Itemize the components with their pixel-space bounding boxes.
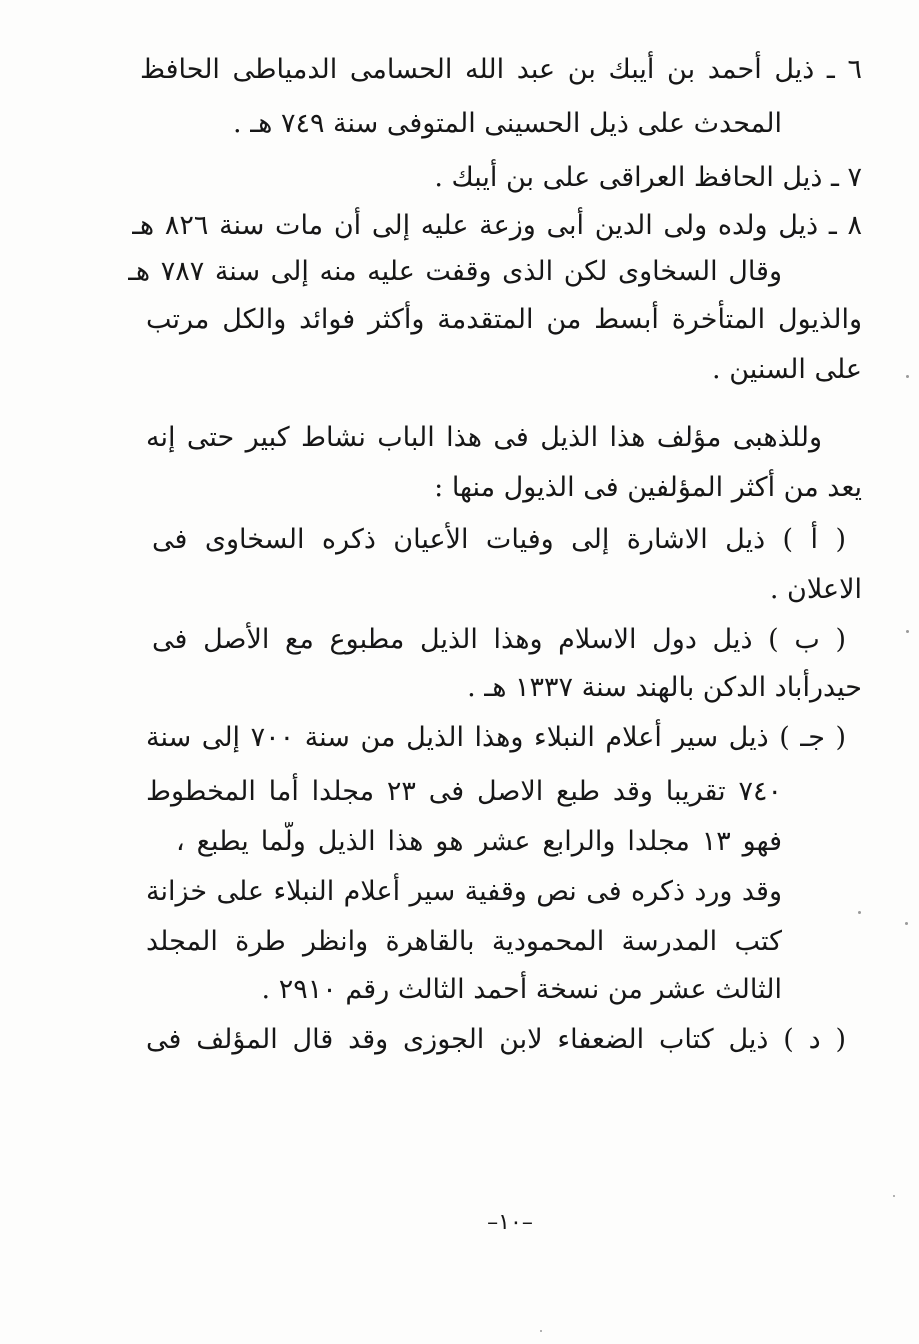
- text-line-13: حيدرأباد الدكن بالهند سنة ١٣٣٧ هـ .: [467, 672, 862, 703]
- scan-speck: [540, 1330, 542, 1332]
- scan-speck: [906, 630, 909, 633]
- text-line-5: وقال السخاوى لكن الذى وقفت عليه منه إلى سنة ٧٨٧ هـ: [128, 256, 782, 287]
- text-line-19: الثالث عشر من نسخة أحمد الثالث رقم ٢٩١٠ .: [261, 974, 782, 1005]
- text-line-17: وقد ورد ذكره فى نص وقفية سير أعلام النبلاء على خزانة: [146, 876, 782, 907]
- text-line-15: ٧٤٠ تقريبا وقد طبع الاصل فى ٢٣ مجلدا أما المخطوط: [146, 776, 782, 807]
- text-line-12: ( ب ) ذيل دول الاسلام وهذا الذيل مطبوع مع الأصل فى: [152, 624, 846, 655]
- text-line-20: ( د ) ذيل كتاب الضعفاء لابن الجوزى وقد قال المؤلف فى: [146, 1024, 846, 1055]
- text-line-10: ( أ ) ذيل الاشارة إلى وفيات الأعيان ذكره السخاوى فى: [152, 524, 846, 555]
- text-line-6: والذيول المتأخرة أبسط من المتقدمة وأكثر فوائد والكل مرتب: [146, 304, 862, 335]
- text-line-2: المحدث على ذيل الحسينى المتوفى سنة ٧٤٩ هـ .: [233, 108, 782, 139]
- text-line-11: الاعلان .: [769, 574, 862, 605]
- text-line-4: ٨ ـ ذيل ولده ولى الدين أبى وزعة عليه إلى أن مات سنة ٨٢٦ هـ: [132, 210, 862, 241]
- text-line-8: وللذهبى مؤلف هذا الذيل فى هذا الباب نشاط كبير حتى إنه: [146, 422, 822, 453]
- text-line-14: ( جـ ) ذيل سير أعلام النبلاء وهذا الذيل من سنة ٧٠٠ إلى سنة: [146, 722, 846, 753]
- text-line-9: يعد من أكثر المؤلفين فى الذيول منها :: [434, 472, 862, 503]
- page-number: –١٠–: [487, 1210, 533, 1235]
- scan-speck: [906, 375, 909, 378]
- text-line-16: فهو ١٣ مجلدا والرابع عشر هو هذا الذيل ولّما يطبع ،: [176, 826, 782, 857]
- scan-speck: [893, 1195, 895, 1197]
- text-line-1: ٦ ـ ذيل أحمد بن أيبك بن عبد الله الحسامى الدمياطى الحافظ: [140, 54, 862, 85]
- text-line-18: كتب المدرسة المحمودية بالقاهرة وانظر طرة المجلد: [146, 926, 782, 957]
- text-line-3: ٧ ـ ذيل الحافظ العراقى على بن أيبك .: [434, 162, 862, 193]
- text-line-7: على السنين .: [712, 354, 862, 385]
- scan-speck: [905, 922, 908, 925]
- scan-speck: [858, 911, 861, 914]
